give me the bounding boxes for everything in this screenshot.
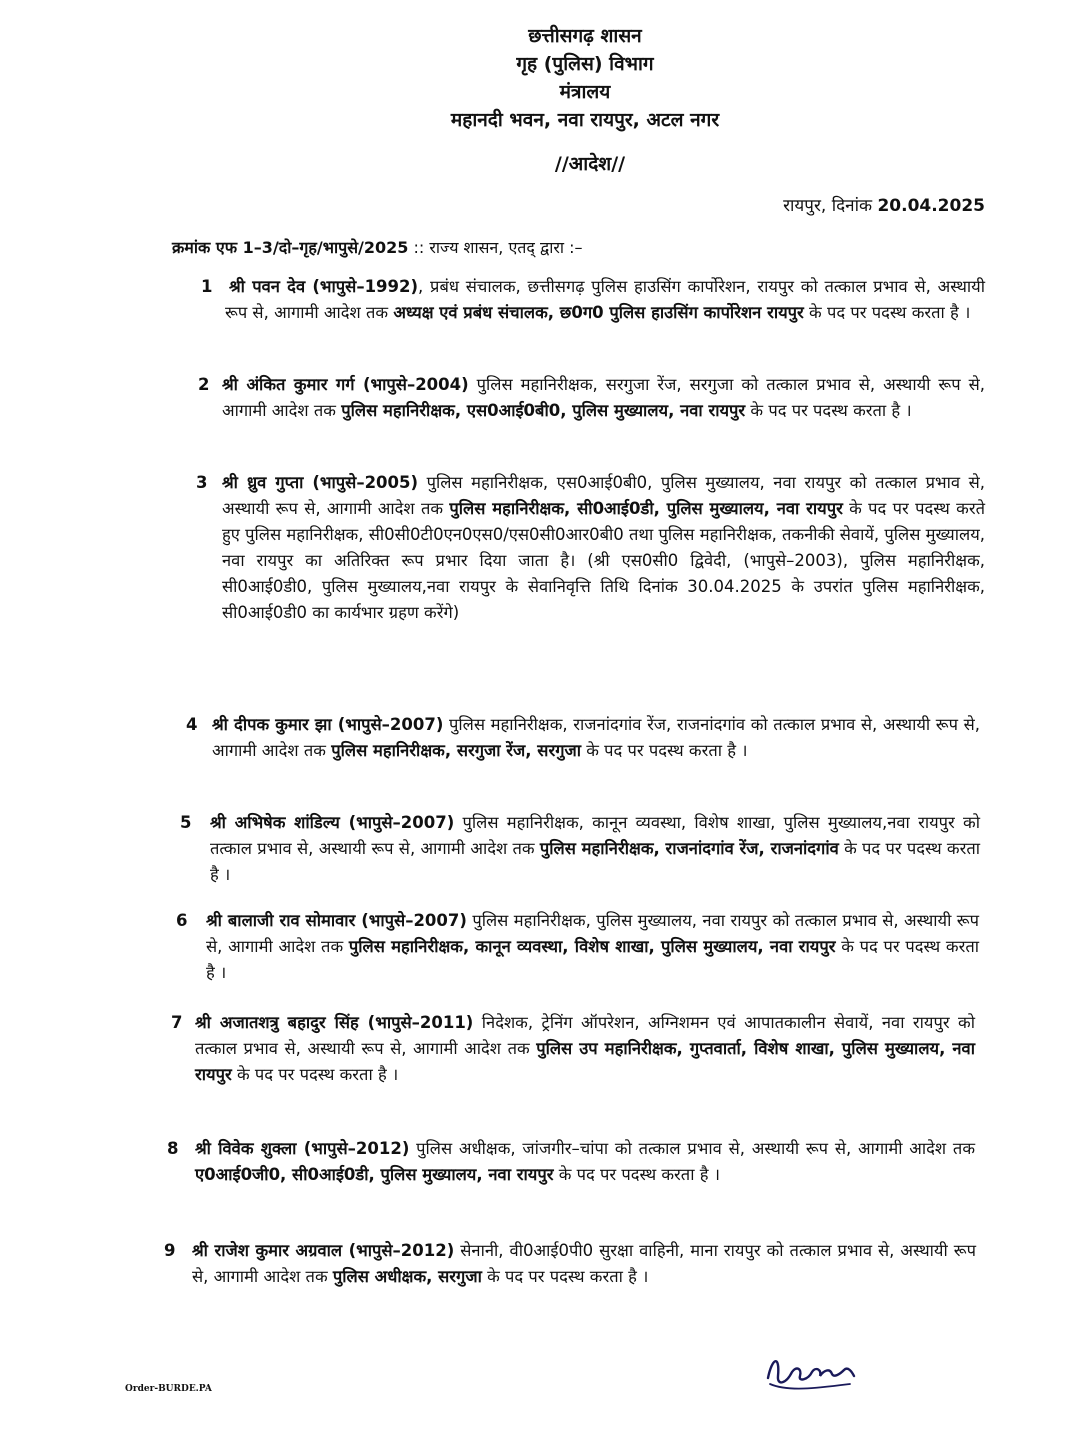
place-date-label: रायपुर, दिनांक xyxy=(783,196,873,216)
place-date xyxy=(783,193,985,216)
item-text-end: के पद पर पदस्थ करता है । xyxy=(803,303,971,322)
item-text: पुलिस अधीक्षक, जांजगीर–चांपा को तत्काल प्रभाव से, अस्थायी रूप से, आगामी आदेश तक xyxy=(409,1139,975,1158)
header-address: महानदी भवन, नवा रायपुर, अटल नगर xyxy=(450,109,720,131)
new-post: पुलिस महानिरीक्षक, एस0आई0बी0, पुलिस मुख्यालय, नवा रायपुर xyxy=(341,401,746,420)
document-header xyxy=(0,22,1080,134)
reference-text: :: राज्य शासन, एतद् द्वारा :– xyxy=(413,238,583,257)
item-number: 6 xyxy=(176,911,188,930)
item-text-end: के पद पर पदस्थ करता है । xyxy=(553,1165,720,1184)
footer-code: Order-BURDE.PA xyxy=(125,1384,212,1394)
signature-mark xyxy=(758,1348,878,1396)
officer-name: श्री ध्रुव गुप्ता (भापुसे–2005) xyxy=(222,473,419,492)
order-item-3 xyxy=(196,470,986,626)
order-item-6 xyxy=(176,908,980,986)
officer-name: श्री विवेक शुक्ला (भापुसे–2012) xyxy=(195,1139,410,1158)
item-text-end: के पद पर पदस्थ करता है । xyxy=(581,741,748,760)
new-post: पुलिस महानिरीक्षक, सरगुजा रेंज, सरगुजा xyxy=(331,741,582,760)
header-ministry: मंत्रालय xyxy=(559,81,611,103)
item-text-end: के पद पर पदस्थ करते हुए पुलिस महानिरीक्षक, सी0सी0टी0एन0एस0/एस0सी0आर0बी0 तथा पुलिस महानिरीक्षक, तकनीकी सेवायें, पुलिस मुख्यालय, नवा रायपुर का अतिरिक्त रूप प्रभार दिया जाता है। (श्री एस0सी0 द्विवेदी, (भापुसे–2003), पुलिस महानिरीक्षक, सी0आई0डी0, पुलिस मुख्यालय,नवा रायपुर के सेवानिवृत्ति तिथि दिनांक 30.04.2025 के उपरांत पुलिस महानिरीक्षक, सी0आई0डी0 का कार्यभार ग्रहण करेंगे) xyxy=(222,499,986,622)
officer-name: श्री अभिषेक शांडिल्य (भापुसे–2007) xyxy=(210,813,455,832)
officer-name: श्री अजातशत्रु बहादुर सिंह (भापुसे–2011) xyxy=(195,1013,474,1032)
new-post: ए0आई0जी0, सी0आई0डी, पुलिस मुख्यालय, नवा रायपुर xyxy=(195,1165,554,1184)
item-text: पुलिस महानिरीक्षक, राजनांदगांव रेंज, राजनांदगांव को तत्काल प्रभाव से, अस्थायी रूप से, आगामी आदेश तक xyxy=(212,715,980,760)
officer-name: श्री दीपक कुमार झा (भापुसे–2007) xyxy=(212,715,444,734)
item-text: पुलिस महानिरीक्षक, कानून व्यवस्था, विशेष शाखा, पुलिस मुख्यालय,नवा रायपुर को तत्काल प्रभाव से, अस्थायी रूप से, आगामी आदेश तक xyxy=(210,813,980,858)
item-text: पुलिस महानिरीक्षक, पुलिस मुख्यालय, नवा रायपुर को तत्काल प्रभाव से, अस्थायी रूप से, आगामी आदेश तक xyxy=(206,911,979,956)
item-text: निदेशक, ट्रेनिंग ऑपरेशन, अग्निशमन एवं आपातकालीन सेवायें, नवा रायपुर को तत्काल प्रभाव से, अस्थायी रूप से, आगामी आदेश तक xyxy=(195,1013,975,1058)
reference-line xyxy=(172,236,583,258)
item-text: , प्रबंध संचालक, छत्तीसगढ़ पुलिस हाउसिंग कार्पोरेशन, रायपुर को तत्काल प्रभाव से, अस्थायी रूप से, आगामी आदेश तक xyxy=(225,277,985,322)
new-post: पुलिस उप महानिरीक्षक, गुप्तवार्ता, विशेष शाखा, पुलिस मुख्यालय, नवा रायपुर xyxy=(195,1039,975,1084)
header-department: गृह (पुलिस) विभाग xyxy=(516,53,654,75)
officer-name: श्री पवन देव (भापुसे–1992) xyxy=(229,277,419,296)
order-date: 20.04.2025 xyxy=(877,196,985,216)
item-text-end: के पद पर पदस्थ करता है । xyxy=(481,1267,649,1286)
item-text-end: के पद पर पदस्थ करता है । xyxy=(210,839,981,884)
item-text: पुलिस महानिरीक्षक, एस0आई0बी0, पुलिस मुख्यालय, नवा रायपुर को तत्काल प्रभाव से, अस्थायी रूप से, आगामी आदेश तक xyxy=(222,473,985,518)
item-text-end: के पद पर पदस्थ करता है । xyxy=(745,401,912,420)
order-item-9 xyxy=(164,1238,976,1290)
order-title: //आदेश// xyxy=(554,153,626,175)
order-item-2 xyxy=(198,372,986,424)
item-text: सेनानी, वी0आई0पी0 सुरक्षा वाहिनी, माना रायपुर को तत्काल प्रभाव से, अस्थायी रूप से, आगामी आदेश तक xyxy=(192,1241,976,1286)
order-item-1 xyxy=(201,274,985,326)
reference-number: क्रमांक एफ 1–3/दो–गृह/भापुसे/2025 xyxy=(172,238,409,257)
order-item-5 xyxy=(180,810,981,888)
item-text: पुलिस महानिरीक्षक, सरगुजा रेंज, सरगुजा को तत्काल प्रभाव से, अस्थायी रूप से, आगामी आदेश तक xyxy=(222,375,986,420)
item-number: 8 xyxy=(167,1139,179,1158)
item-number: 5 xyxy=(180,813,192,832)
new-post: पुलिस महानिरीक्षक, राजनांदगांव रेंज, राजनांदगांव xyxy=(539,839,839,858)
item-number: 4 xyxy=(186,715,198,734)
new-post: पुलिस महानिरीक्षक, कानून व्यवस्था, विशेष शाखा, पुलिस मुख्यालय, नवा रायपुर xyxy=(348,937,836,956)
header-government: छत्तीसगढ़ शासन xyxy=(528,25,642,47)
item-number: 7 xyxy=(171,1013,183,1032)
item-text-end: के पद पर पदस्थ करता है । xyxy=(206,937,980,982)
order-item-7 xyxy=(171,1010,975,1088)
item-number: 3 xyxy=(196,473,208,492)
item-number: 2 xyxy=(198,375,210,394)
new-post: अध्यक्ष एवं प्रबंध संचालक, छ0ग0 पुलिस हाउसिंग कार्पोरेशन रायपुर xyxy=(393,303,804,322)
officer-name: श्री राजेश कुमार अग्रवाल (भापुसे–2012) xyxy=(192,1241,455,1260)
order-item-8 xyxy=(167,1136,975,1188)
item-number: 9 xyxy=(164,1241,176,1260)
new-post: पुलिस महानिरीक्षक, सी0आई0डी, पुलिस मुख्यालय, नवा रायपुर xyxy=(449,499,843,518)
new-post: पुलिस अधीक्षक, सरगुजा xyxy=(332,1267,482,1286)
officer-name: श्री बालाजी राव सोमावार (भापुसे–2007) xyxy=(206,911,467,930)
officer-name: श्री अंकित कुमार गर्ग (भापुसे–2004) xyxy=(222,375,469,394)
order-item-4 xyxy=(186,712,980,764)
item-text-end: के पद पर पदस्थ करता है । xyxy=(231,1065,399,1084)
item-number: 1 xyxy=(201,277,213,296)
